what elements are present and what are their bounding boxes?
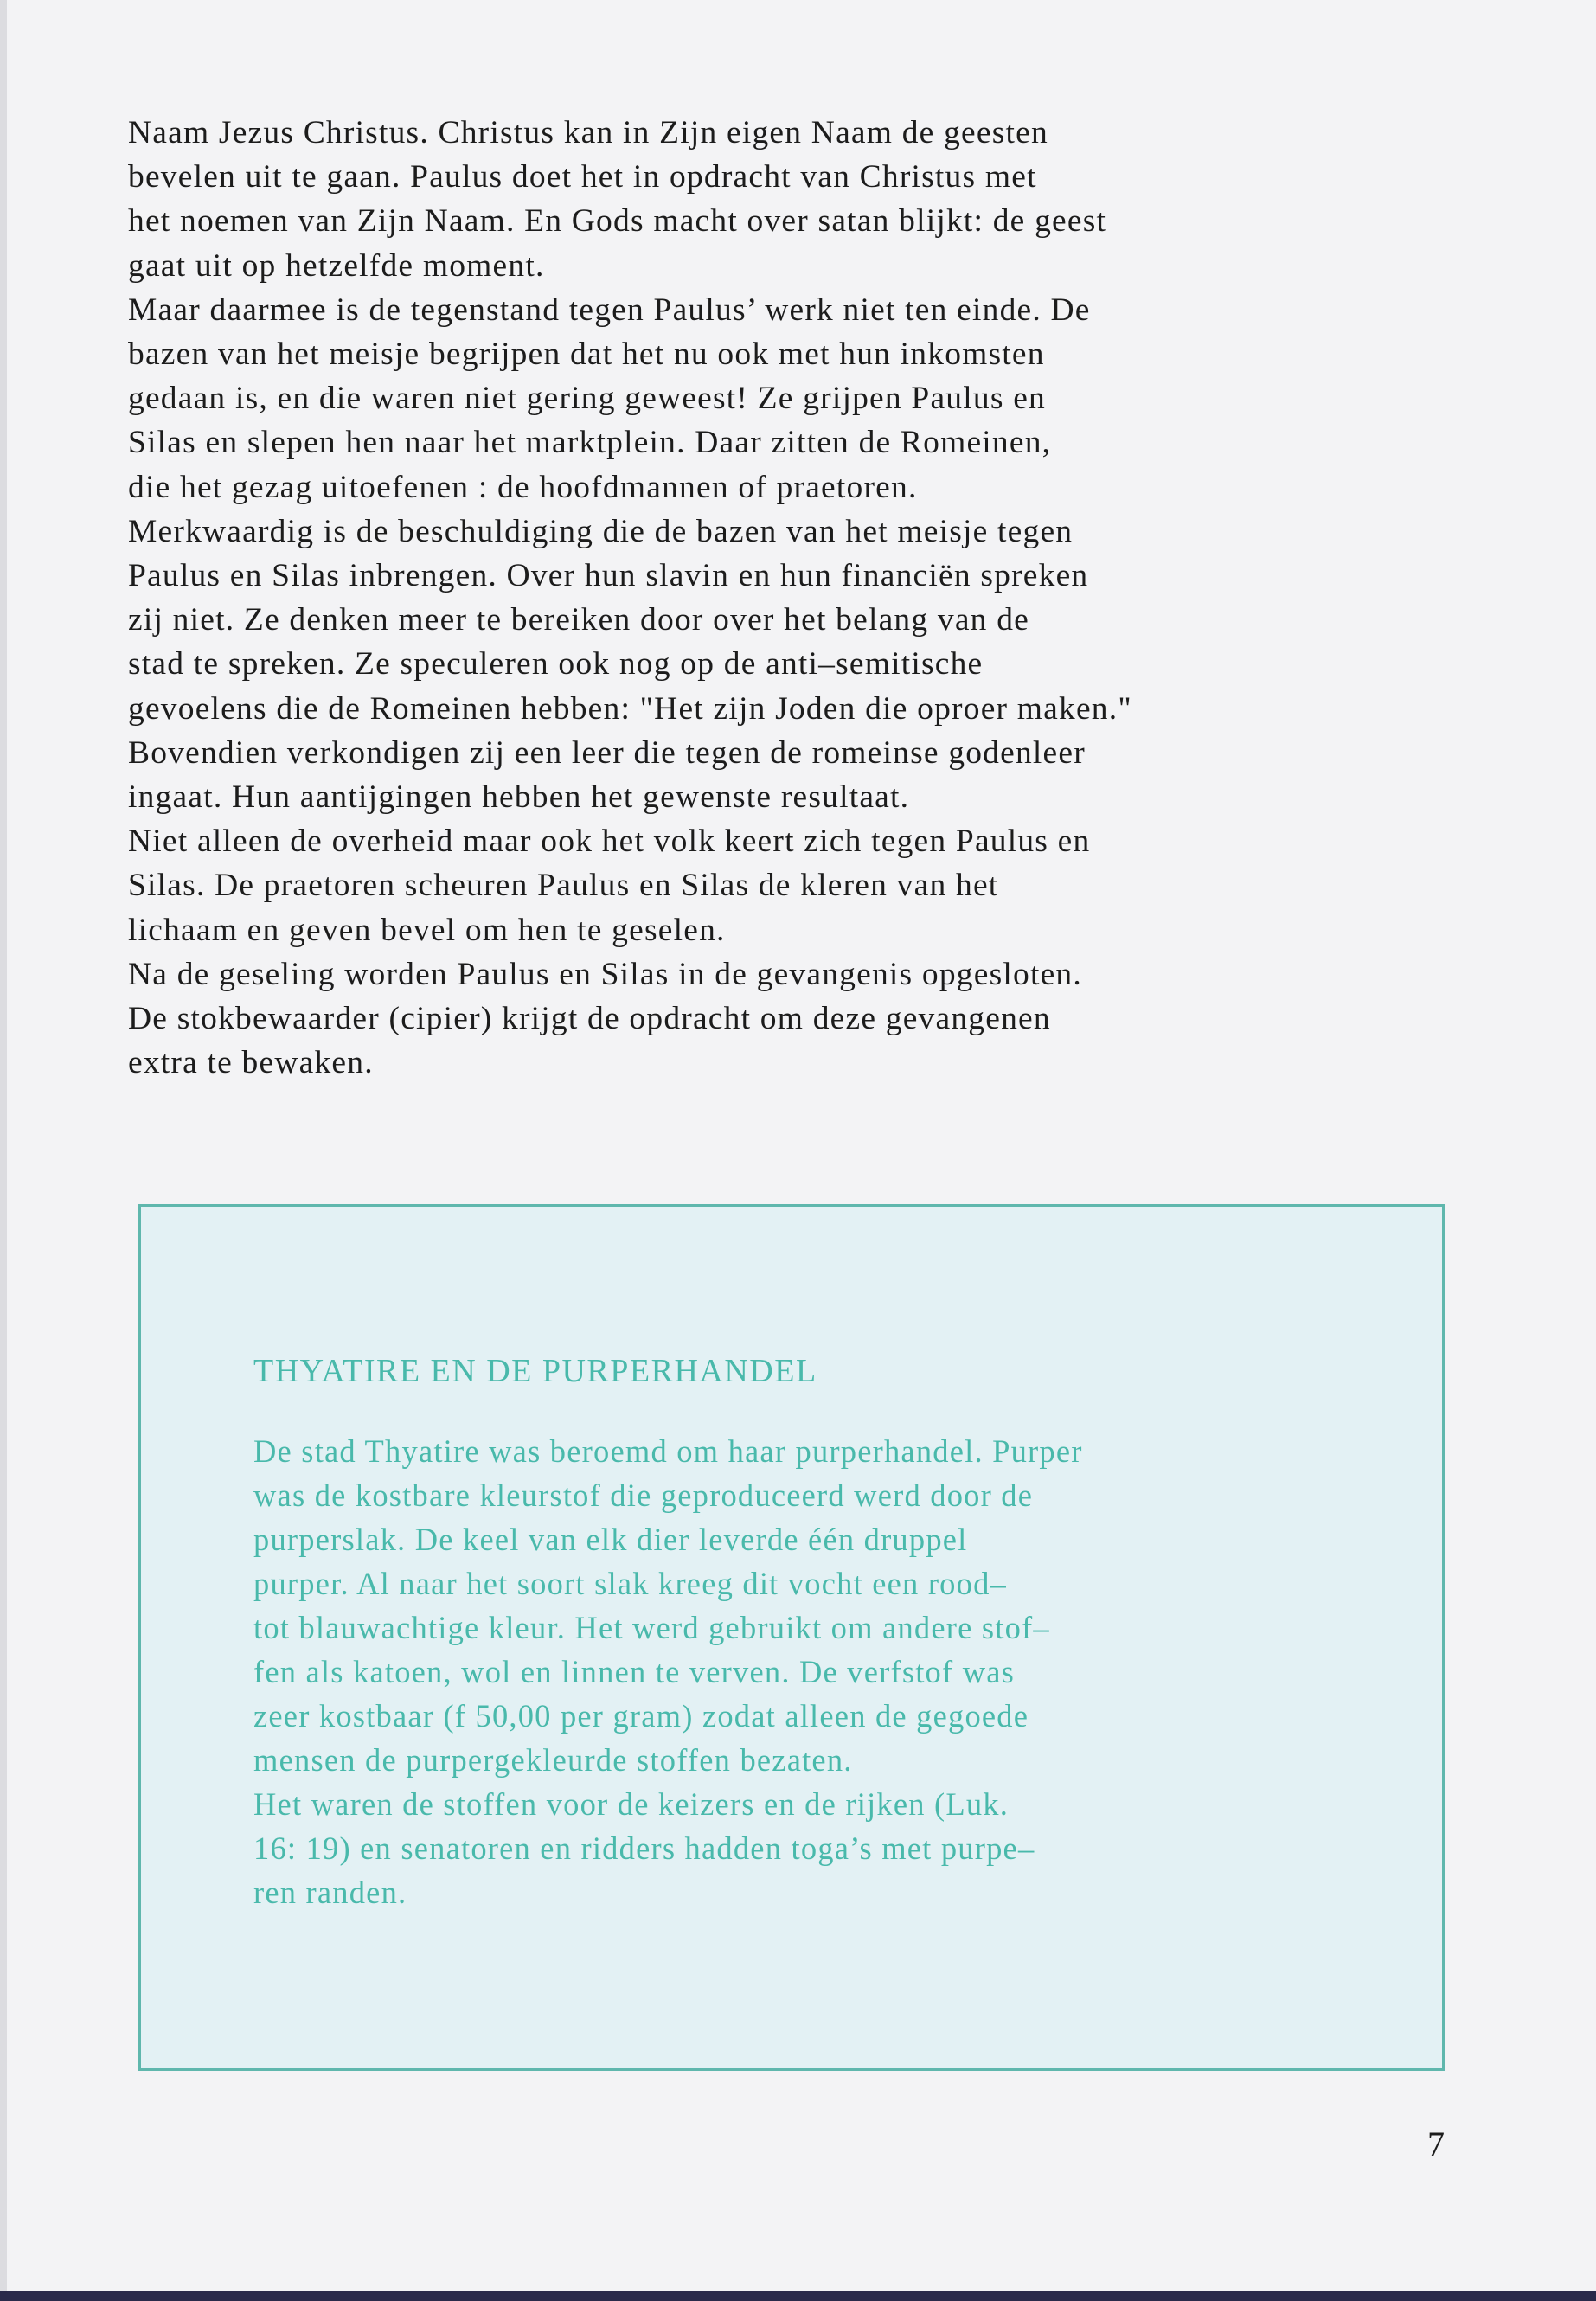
body-line: lichaam en geven bevel om hen te geselen.: [128, 912, 726, 948]
sidebar-line: fen als katoen, wol en linnen te verven. De verfstof was: [253, 1654, 1016, 1689]
body-line: gedaan is, en die waren niet gering geweest! Ze grijpen Paulus en: [128, 381, 1046, 417]
body-line: stad te spreken. Ze speculeren ook nog op de anti–semitische: [128, 646, 984, 683]
body-line: Maar daarmee is de tegenstand tegen Paulus’ werk niet ten einde. De: [128, 292, 1091, 328]
body-line: gevoelens die de Romeinen hebben: "Het zijn Joden die oproer maken.": [128, 690, 1132, 727]
body-line: het noemen van Zijn Naam. En Gods macht over satan blijkt: de geest: [128, 203, 1107, 240]
body-line: gaat uit op hetzelfde moment.: [128, 247, 545, 284]
sidebar-line: Het waren de stoffen voor de keizers en de rijken (Luk.: [253, 1786, 1010, 1822]
body-line: bevelen uit te gaan. Paulus doet het in opdracht van Christus met: [128, 159, 1037, 195]
body-line: Merkwaardig is de beschuldiging die de bazen van het meisje tegen: [128, 513, 1074, 549]
page-number: 7: [1427, 2125, 1445, 2163]
sidebar-title: THYATIRE EN DE PURPERHANDEL: [253, 1353, 817, 1389]
body-text: [128, 111, 1460, 1085]
body-line: De stokbewaarder (cipier) krijgt de opdracht om deze gevangenen: [128, 1001, 1051, 1037]
sidebar-line: De stad Thyatire was beroemd om haar purperhandel. Purper: [253, 1433, 1083, 1469]
sidebar-line: ren randen.: [253, 1875, 407, 1910]
page-bottom-edge: [0, 2291, 1596, 2301]
body-line: bazen van het meisje begrijpen dat het nu ook met hun inkomsten: [128, 336, 1045, 373]
sidebar-line: was de kostbare kleurstof die geproduceerd werd door de: [253, 1477, 1034, 1513]
sidebar-line: purperslak. De keel van elk dier leverde één druppel: [253, 1522, 968, 1557]
body-line: Silas en slepen hen naar het marktplein. Daar zitten de Romeinen,: [128, 425, 1052, 461]
sidebar-line: purper. Al naar het soort slak kreeg dit vocht een rood–: [253, 1566, 1007, 1601]
body-line: Niet alleen de overheid maar ook het volk keert zich tegen Paulus en: [128, 824, 1091, 860]
body-line: Na de geseling worden Paulus en Silas in de gevangenis opgesloten.: [128, 956, 1082, 992]
sidebar-line: zeer kostbaar (f 50,00 per gram) zodat alleen de gegoede: [253, 1698, 1029, 1734]
sidebar-line: mensen de purpergekleurde stoffen bezaten.: [253, 1742, 853, 1778]
body-line: die het gezag uitoefenen : de hoofdmannen of praetoren.: [128, 469, 918, 505]
body-line: zij niet. Ze denken meer te bereiken door over het belang van de: [128, 602, 1030, 638]
body-line: Naam Jezus Christus. Christus kan in Zijn eigen Naam de geesten: [128, 115, 1048, 151]
body-line: Silas. De praetoren scheuren Paulus en Silas de kleren van het: [128, 868, 999, 904]
sidebar-line: tot blauwachtige kleur. Het werd gebruikt om andere stof–: [253, 1610, 1050, 1645]
page-edge-shadow: [0, 0, 7, 2301]
body-line: extra te bewaken.: [128, 1045, 374, 1081]
sidebar-line: 16: 19) en senatoren en ridders hadden toga’s met purpe–: [253, 1830, 1035, 1866]
info-sidebar-box: [138, 1204, 1445, 2071]
body-line: Bovendien verkondigen zij een leer die tegen de romeinse godenleer: [128, 734, 1086, 771]
info-sidebar-content: [253, 1350, 1378, 1914]
body-line: ingaat. Hun aantijgingen hebben het gewenste resultaat.: [128, 779, 910, 816]
sidebar-text: [253, 1429, 1378, 1914]
body-line: Paulus en Silas inbrengen. Over hun slavin en hun financiën spreken: [128, 558, 1089, 594]
